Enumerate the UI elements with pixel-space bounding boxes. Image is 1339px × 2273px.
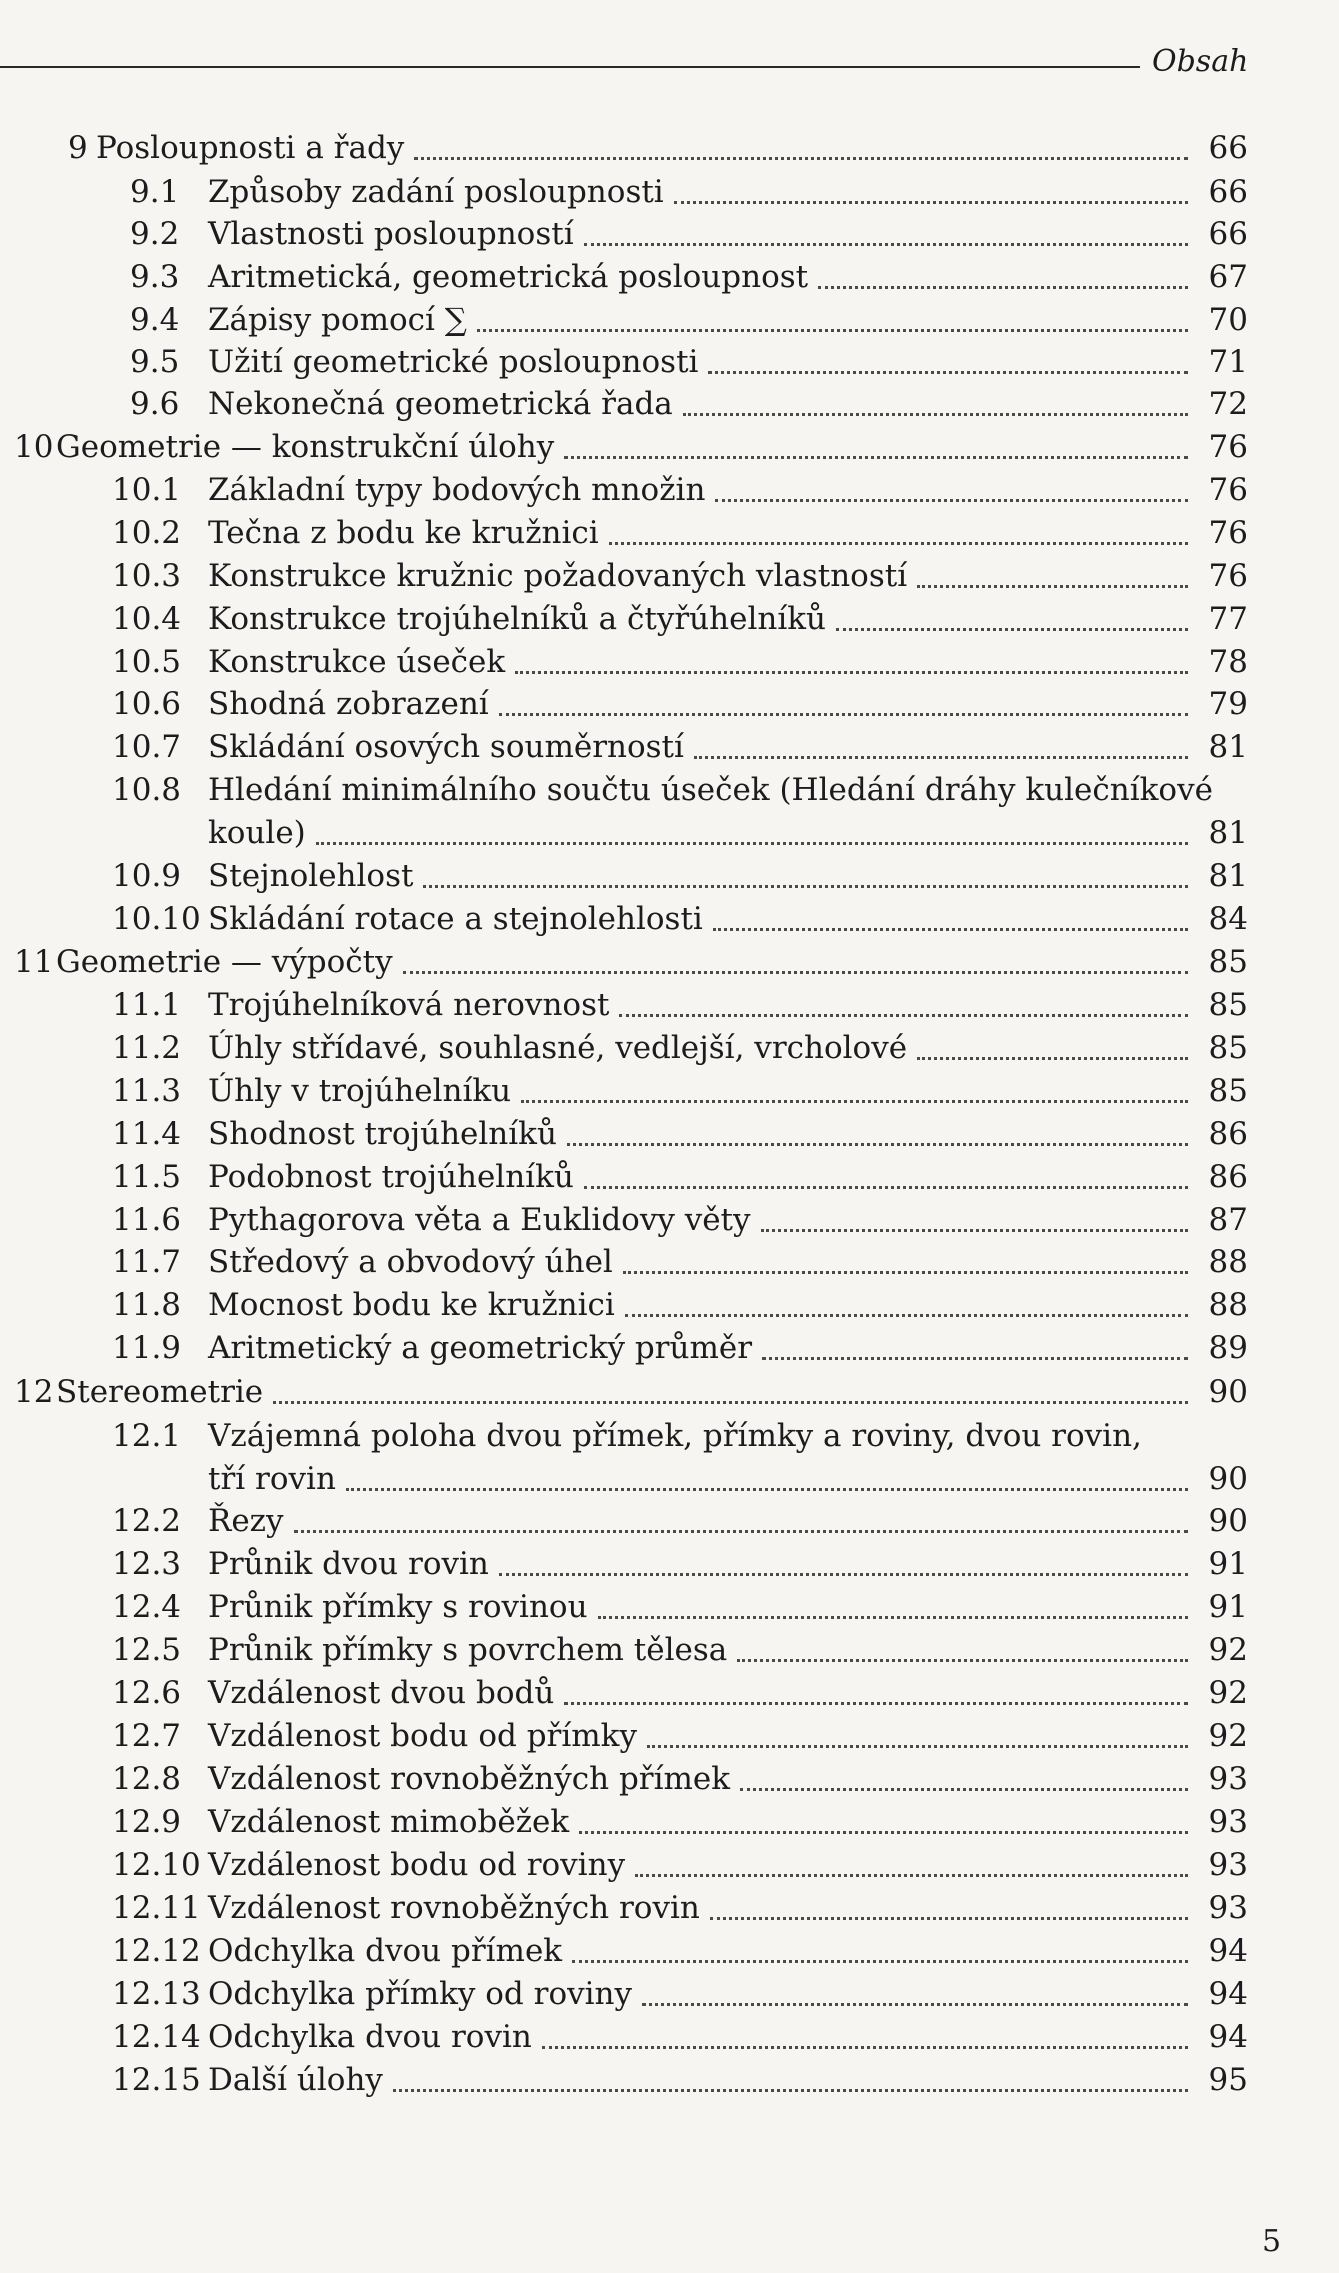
toc-section[interactable] <box>112 1328 1248 1368</box>
toc-page-number: 81 <box>1208 858 1248 894</box>
toc-page-number: 86 <box>1208 1116 1248 1152</box>
toc-page-number: 91 <box>1208 1546 1248 1582</box>
toc-title: Skládání osových souměrností <box>208 729 684 765</box>
toc-title: Vzdálenost rovnoběžných přímek <box>208 1761 731 1797</box>
toc-section[interactable] <box>112 642 1248 682</box>
toc-chapter[interactable] <box>68 128 1248 168</box>
toc-leader-dots <box>423 851 1188 888</box>
toc-page-number: 94 <box>1208 2019 1248 2055</box>
toc-page-number: 92 <box>1208 1675 1248 1711</box>
toc-title: Vzdálenost bodu od přímky <box>208 1718 637 1754</box>
toc-page-number: 76 <box>1208 429 1248 465</box>
toc-leader-dots <box>674 167 1188 204</box>
toc-title: Odchylka dvou přímek <box>208 1933 563 1969</box>
toc-page-number: 77 <box>1208 601 1248 637</box>
toc-title: Konstrukce úseček <box>208 644 506 680</box>
toc-page-number: 92 <box>1208 1632 1248 1668</box>
toc-leader-dots <box>564 422 1188 459</box>
toc-leader-dots <box>818 252 1188 289</box>
toc-section[interactable] <box>112 1501 1248 1541</box>
toc-section[interactable] <box>112 684 1248 724</box>
toc-leader-dots <box>542 2012 1188 2049</box>
toc-leader-dots <box>294 1496 1188 1533</box>
toc-section[interactable] <box>112 1587 1248 1627</box>
toc-leader-dots <box>515 637 1188 674</box>
toc-leader-dots <box>715 465 1188 502</box>
toc-number: 12.5 <box>112 1632 182 1668</box>
toc-title: Aritmetická, geometrická posloupnost <box>208 259 809 295</box>
toc-page-number: 81 <box>1208 729 1248 765</box>
toc-page-number: 66 <box>1208 174 1248 210</box>
toc-section[interactable] <box>112 513 1248 553</box>
toc-section[interactable] <box>112 1028 1248 1068</box>
toc-section[interactable] <box>112 1974 1248 2014</box>
toc-section[interactable] <box>112 1630 1248 1670</box>
toc-section[interactable] <box>112 2017 1248 2057</box>
toc-number: 11 <box>14 944 54 980</box>
toc-number: 10.10 <box>112 901 201 937</box>
toc-page-number: 79 <box>1208 686 1248 722</box>
toc-page-number: 95 <box>1208 2062 1248 2098</box>
toc-number: 12.4 <box>112 1589 182 1625</box>
toc-number: 12.7 <box>112 1718 182 1754</box>
toc-leader-dots <box>598 1582 1188 1619</box>
toc-number: 11.7 <box>112 1244 182 1280</box>
toc-page-number: 85 <box>1208 987 1248 1023</box>
toc-page-number: 76 <box>1208 558 1248 594</box>
toc-title: Odchylka dvou rovin <box>208 2019 532 2055</box>
toc-title: Stereometrie <box>56 1374 264 1410</box>
toc-leader-dots <box>762 1323 1188 1360</box>
toc-number: 12.14 <box>112 2019 201 2055</box>
toc-number: 12.10 <box>112 1847 201 1883</box>
toc-leader-dots <box>316 808 1188 845</box>
toc-section[interactable] <box>112 985 1248 1025</box>
toc-title: Vzdálenost mimoběžek <box>208 1804 570 1840</box>
toc-section[interactable] <box>112 1114 1248 1154</box>
toc-section[interactable] <box>130 384 1248 424</box>
toc-leader-dots <box>647 1711 1188 1748</box>
toc-title: Vzdálenost dvou bodů <box>208 1675 555 1711</box>
running-head: Obsah <box>1152 44 1249 79</box>
toc-page-number: 86 <box>1208 1159 1248 1195</box>
toc-section[interactable] <box>112 1931 1248 1971</box>
toc-page-number: 84 <box>1208 901 1248 937</box>
toc-page-number: 90 <box>1208 1503 1248 1539</box>
toc-title: Podobnost trojúhelníků <box>208 1159 574 1195</box>
toc-number: 11.2 <box>112 1030 182 1066</box>
toc-leader-dots <box>740 1754 1188 1791</box>
toc-number: 9.2 <box>130 216 180 252</box>
toc-leader-dots <box>623 1237 1188 1274</box>
toc-number: 12.6 <box>112 1675 182 1711</box>
toc-number: 12.11 <box>112 1890 201 1926</box>
toc-leader-dots <box>414 123 1188 160</box>
toc-number: 12.9 <box>112 1804 182 1840</box>
toc-title: Průnik přímky s povrchem tělesa <box>208 1632 728 1668</box>
toc-leader-dots <box>917 1023 1188 1060</box>
toc-title: Konstrukce kružnic požadovaných vlastností <box>208 558 908 594</box>
toc-page-number: 94 <box>1208 1933 1248 1969</box>
toc-leader-dots <box>625 1280 1188 1317</box>
toc-number: 9 <box>68 130 88 166</box>
toc-title: Hledání minimálního součtu úseček (Hledání dráhy kulečníkové <box>208 772 1213 808</box>
toc-title: Další úlohy <box>208 2062 383 2098</box>
header-rule <box>0 66 1140 68</box>
toc-leader-dots <box>567 1109 1188 1146</box>
toc-section[interactable] <box>112 1716 1248 1756</box>
toc-section[interactable] <box>112 1888 1248 1928</box>
toc-section[interactable] <box>112 1285 1248 1325</box>
toc-section[interactable] <box>208 813 1248 853</box>
toc-page-number: 88 <box>1208 1287 1248 1323</box>
toc-number: 12.2 <box>112 1503 182 1539</box>
toc-section[interactable] <box>112 1544 1248 1584</box>
toc-section[interactable] <box>112 599 1248 639</box>
toc-leader-dots <box>694 722 1188 759</box>
toc-page-number: 88 <box>1208 1244 1248 1280</box>
toc-page-number: 76 <box>1208 472 1248 508</box>
toc-leader-dots <box>403 937 1188 974</box>
toc-number: 12.8 <box>112 1761 182 1797</box>
toc-leader-dots <box>713 894 1188 931</box>
toc-title: Středový a obvodový úhel <box>208 1244 613 1280</box>
toc-page-number: 93 <box>1208 1890 1248 1926</box>
toc-number: 12.3 <box>112 1546 182 1582</box>
toc-page-number: 85 <box>1208 1030 1248 1066</box>
toc-title: Užití geometrické posloupnosti <box>208 344 699 380</box>
toc-number: 12.13 <box>112 1976 201 2012</box>
toc-page-number: 76 <box>1208 515 1248 551</box>
toc-leader-dots <box>737 1625 1188 1662</box>
toc-section[interactable] <box>130 214 1248 254</box>
toc-title: Vzdálenost bodu od roviny <box>208 1847 626 1883</box>
toc-title: Stejnolehlost <box>208 858 414 894</box>
toc-chapter[interactable] <box>14 1372 1248 1412</box>
page-number: 5 <box>1262 2224 1282 2259</box>
toc-section[interactable] <box>112 1200 1248 1240</box>
toc-title: Mocnost bodu ke kružnici <box>208 1287 615 1323</box>
toc-number: 9.5 <box>130 344 180 380</box>
toc-number: 11.6 <box>112 1202 182 1238</box>
toc-title: Shodná zobrazení <box>208 686 489 722</box>
toc-leader-dots <box>642 1969 1188 2006</box>
toc-number: 11.9 <box>112 1330 182 1366</box>
toc-leader-dots <box>708 337 1188 374</box>
toc-section[interactable] <box>112 856 1248 896</box>
toc-title: Vzdálenost rovnoběžných rovin <box>208 1890 700 1926</box>
toc-page-number: 85 <box>1208 944 1248 980</box>
toc-page-number: 93 <box>1208 1804 1248 1840</box>
toc-number: 12 <box>14 1374 54 1410</box>
toc-title: Geometrie — konstrukční úlohy <box>56 429 555 465</box>
toc-leader-dots <box>836 594 1188 631</box>
toc-leader-dots <box>346 1454 1188 1491</box>
toc-title: Aritmetický a geometrický průměr <box>208 1330 753 1366</box>
toc-number: 10.6 <box>112 686 182 722</box>
toc-title: Posloupnosti a řady <box>96 130 405 166</box>
toc-section[interactable] <box>130 257 1248 297</box>
toc-number: 10.3 <box>112 558 182 594</box>
toc-title: Vlastnosti posloupností <box>208 216 574 252</box>
toc-number: 10.9 <box>112 858 182 894</box>
toc-leader-dots <box>584 1152 1188 1189</box>
toc-section[interactable] <box>112 1845 1248 1885</box>
toc-number: 9.3 <box>130 259 180 295</box>
toc-section[interactable] <box>208 1459 1248 1499</box>
toc-section[interactable] <box>112 2060 1248 2100</box>
toc-title: Skládání rotace a stejnolehlosti <box>208 901 703 937</box>
toc-title: Průnik přímky s rovinou <box>208 1589 588 1625</box>
toc-section[interactable] <box>112 1673 1248 1713</box>
toc-page-number: 66 <box>1208 216 1248 252</box>
toc-chapter[interactable] <box>14 427 1248 467</box>
toc-section[interactable] <box>130 342 1248 382</box>
toc-page-number: 93 <box>1208 1847 1248 1883</box>
toc-page-number: 90 <box>1208 1374 1248 1410</box>
toc-title: Konstrukce trojúhelníků a čtyřúhelníků <box>208 601 826 637</box>
toc-number: 12.15 <box>112 2062 201 2098</box>
toc-title: Pythagorova věta a Euklidovy věty <box>208 1202 751 1238</box>
toc-page-number: 93 <box>1208 1761 1248 1797</box>
toc-number: 10.2 <box>112 515 182 551</box>
toc-title-continuation: tří rovin <box>208 1461 336 1497</box>
toc-leader-dots <box>273 1367 1188 1404</box>
toc-number: 11.3 <box>112 1073 182 1109</box>
toc-number: 9.6 <box>130 386 180 422</box>
toc-number: 10.4 <box>112 601 182 637</box>
toc-title: Úhly střídavé, souhlasné, vedlejší, vrcholové <box>208 1030 908 1066</box>
toc-section[interactable] <box>112 556 1248 596</box>
toc-leader-dots <box>393 2055 1188 2092</box>
toc-number: 9.4 <box>130 302 180 338</box>
toc-number: 10.5 <box>112 644 182 680</box>
toc-leader-dots <box>683 379 1188 416</box>
toc-title: Odchylka přímky od roviny <box>208 1976 633 2012</box>
toc-page-number: 67 <box>1208 259 1248 295</box>
toc-title: Průnik dvou rovin <box>208 1546 489 1582</box>
toc-number: 9.1 <box>130 174 180 210</box>
toc-section[interactable] <box>112 1157 1248 1197</box>
toc-leader-dots <box>499 1539 1188 1576</box>
toc-section[interactable] <box>130 172 1248 212</box>
toc-title: Shodnost trojúhelníků <box>208 1116 557 1152</box>
toc-leader-dots <box>572 1926 1188 1963</box>
toc-page-number: 70 <box>1208 302 1248 338</box>
toc-page-number: 87 <box>1208 1202 1248 1238</box>
toc-page-number: 71 <box>1208 344 1248 380</box>
toc-section[interactable] <box>130 300 1248 340</box>
toc-number: 11.8 <box>112 1287 182 1323</box>
toc-chapter[interactable] <box>14 942 1248 982</box>
toc-number: 10.7 <box>112 729 182 765</box>
toc-title: Způsoby zadání posloupnosti <box>208 174 664 210</box>
toc-section[interactable] <box>112 1242 1248 1282</box>
toc-leader-dots <box>609 508 1188 545</box>
toc-section[interactable] <box>112 727 1248 767</box>
toc-leader-dots <box>521 1066 1188 1103</box>
toc-title: Nekonečná geometrická řada <box>208 386 673 422</box>
toc-title: Řezy <box>208 1503 284 1539</box>
toc-title: Základní typy bodových množin <box>208 472 706 508</box>
toc-number: 11.1 <box>112 987 182 1023</box>
toc-number: 10.8 <box>112 772 182 808</box>
toc-page-number: 85 <box>1208 1073 1248 1109</box>
toc-page-number: 78 <box>1208 644 1248 680</box>
toc-section[interactable] <box>112 899 1248 939</box>
toc-number: 12.12 <box>112 1933 201 1969</box>
toc-leader-dots <box>477 295 1188 332</box>
toc-section[interactable] <box>112 1802 1248 1842</box>
toc-page-number: 90 <box>1208 1461 1248 1497</box>
toc-number: 10.1 <box>112 472 182 508</box>
toc-page-number: 89 <box>1208 1330 1248 1366</box>
toc-title-continuation: koule) <box>208 815 306 851</box>
toc-number: 10 <box>14 429 54 465</box>
toc-leader-dots <box>584 209 1188 246</box>
toc-leader-dots <box>761 1195 1188 1232</box>
toc-section[interactable] <box>112 1759 1248 1799</box>
toc-page-number: 94 <box>1208 1976 1248 2012</box>
toc-section[interactable] <box>112 470 1248 510</box>
toc-page-number: 91 <box>1208 1589 1248 1625</box>
toc-title: Trojúhelníková nerovnost <box>208 987 610 1023</box>
toc-leader-dots <box>917 551 1188 588</box>
toc-page-number: 92 <box>1208 1718 1248 1754</box>
toc-leader-dots <box>635 1840 1188 1877</box>
toc-number: 11.5 <box>112 1159 182 1195</box>
toc-title: Zápisy pomocí ∑ <box>208 302 467 338</box>
toc-title: Úhly v trojúhelníku <box>208 1073 512 1109</box>
toc-number: 12.1 <box>112 1418 182 1454</box>
toc-leader-dots <box>619 980 1188 1017</box>
toc-leader-dots <box>499 679 1188 716</box>
toc-leader-dots <box>710 1883 1188 1920</box>
toc-page-number: 66 <box>1208 130 1248 166</box>
toc-section[interactable] <box>112 1071 1248 1111</box>
toc-number: 11.4 <box>112 1116 182 1152</box>
toc-leader-dots <box>564 1668 1188 1705</box>
toc-page-number: 81 <box>1208 815 1248 851</box>
toc-title: Geometrie — výpočty <box>56 944 393 980</box>
toc-leader-dots <box>579 1797 1188 1834</box>
toc-page-number: 72 <box>1208 386 1248 422</box>
toc-title: Tečna z bodu ke kružnici <box>208 515 599 551</box>
toc-title: Vzájemná poloha dvou přímek, přímky a roviny, dvou rovin, <box>208 1418 1142 1454</box>
